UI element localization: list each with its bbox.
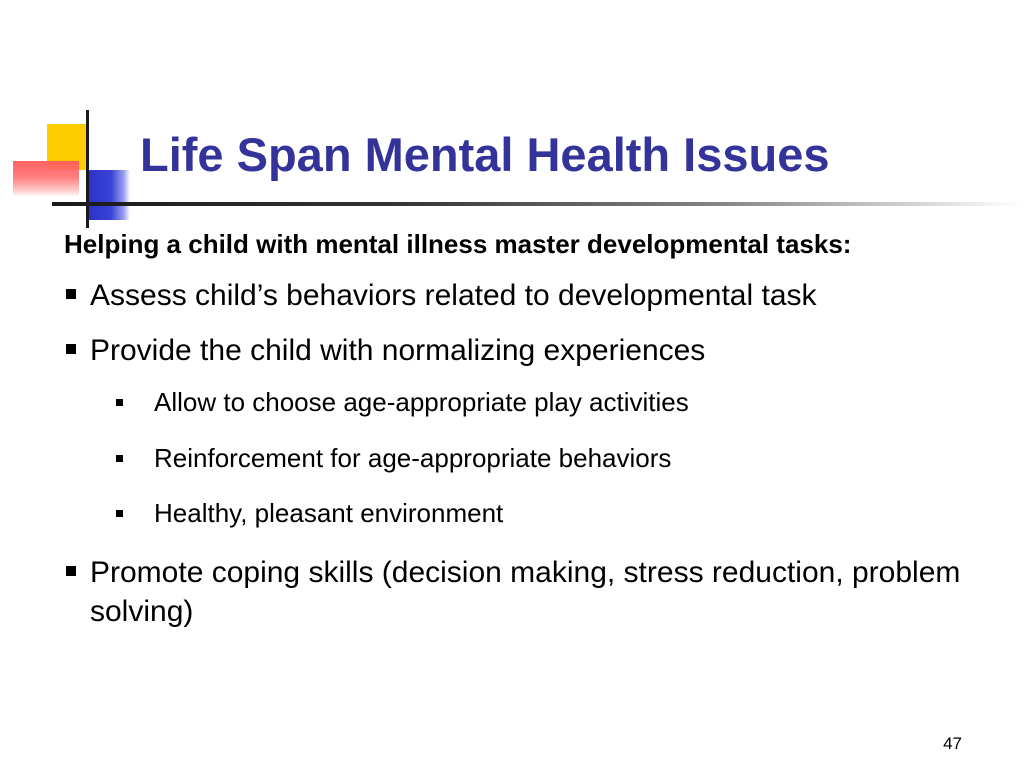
sub-bullet-text: Reinforcement for age-appropriate behaviors [154, 442, 672, 473]
slide-body [64, 228, 1004, 647]
small-square-bullet-icon [116, 399, 123, 406]
small-square-bullet-icon [116, 510, 123, 517]
sub-bullet-item [64, 386, 1004, 420]
blue-square-decoration [88, 170, 130, 220]
sub-bullet-text: Healthy, pleasant environment [154, 498, 504, 529]
bullet-item [64, 276, 1004, 315]
square-bullet-icon [66, 566, 76, 576]
square-bullet-icon [66, 344, 76, 354]
sub-bullet-item [64, 442, 1004, 476]
title-underline [52, 202, 1022, 206]
bullet-item [64, 553, 1004, 631]
square-bullet-icon [66, 289, 76, 299]
page-number: 47 [943, 734, 962, 753]
bullet-text: Promote coping skills (decision making, stress reduction, problem solving) [90, 556, 961, 629]
bullet-item [64, 331, 1004, 370]
sub-bullet-text: Allow to choose age-appropriate play activities [154, 386, 689, 417]
slide-title: Life Span Mental Health Issues [140, 128, 830, 181]
section-heading: Helping a child with mental illness master developmental tasks: [64, 229, 852, 259]
sub-bullet-item [64, 497, 1004, 531]
bullet-text: Provide the child with normalizing experiences [90, 333, 706, 367]
vertical-rule-decoration [86, 110, 89, 228]
bullet-text: Assess child’s behaviors related to developmental task [90, 278, 817, 312]
red-square-decoration [13, 161, 79, 197]
small-square-bullet-icon [116, 455, 123, 462]
sub-bullet-list [64, 386, 1004, 531]
